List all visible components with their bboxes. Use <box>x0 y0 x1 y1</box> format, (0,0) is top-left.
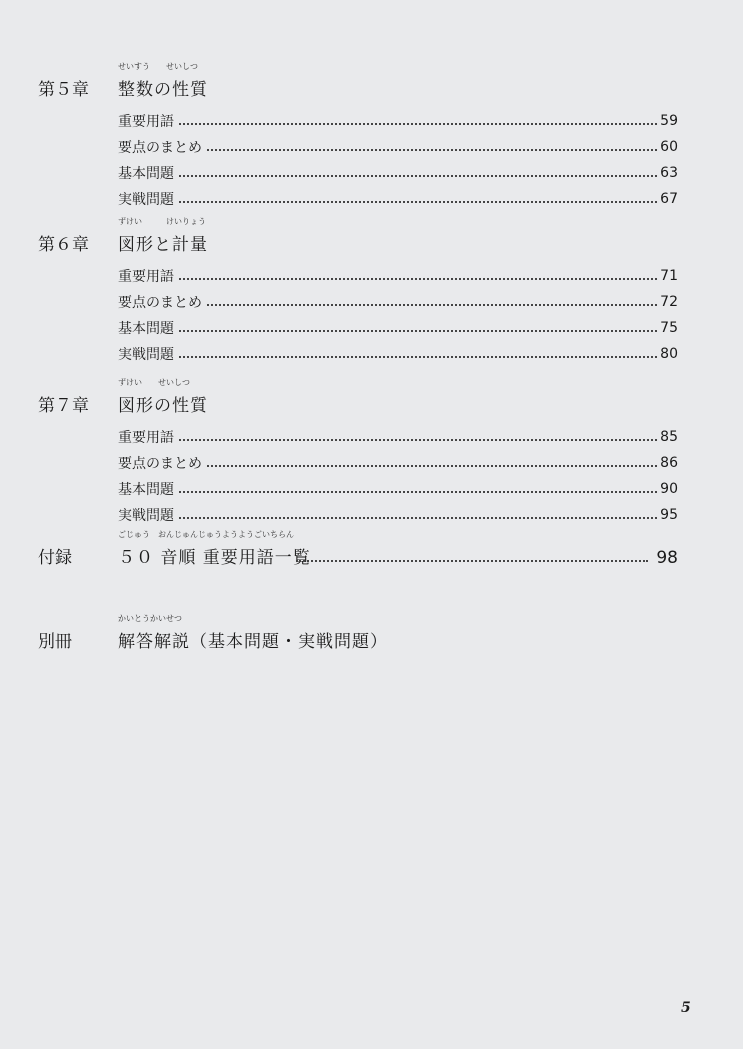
leader-dots <box>179 278 657 280</box>
toc-entry[interactable] <box>118 160 678 186</box>
chapter-entries <box>38 424 678 528</box>
supplement-ruby: かいとうかいせつ <box>118 614 182 623</box>
supplement-label: 別冊 <box>38 632 72 652</box>
leader-dots <box>179 175 657 177</box>
entry-page: 67 <box>660 191 678 207</box>
entry-label: 基本問題 <box>118 482 174 498</box>
page-number: 5 <box>681 1000 691 1016</box>
entry-page: 90 <box>660 481 678 497</box>
toc-entry[interactable] <box>118 341 678 367</box>
chapter-heading <box>38 378 678 418</box>
toc-entry[interactable] <box>118 315 678 341</box>
chapter-heading <box>38 217 678 257</box>
entry-label: 基本問題 <box>118 166 174 182</box>
chapter-6 <box>38 217 678 367</box>
toc-entry[interactable] <box>118 424 678 450</box>
leader-dots <box>179 330 657 332</box>
leader-dots <box>179 439 657 441</box>
entry-page: 71 <box>660 268 678 284</box>
toc-entry[interactable] <box>118 289 678 315</box>
appendix-label: 付録 <box>38 548 72 568</box>
entry-label: 要点のまとめ <box>118 295 202 311</box>
chapter-title: 図形と計量 <box>118 235 208 255</box>
leader-dots <box>179 491 657 493</box>
supplement-entry[interactable] <box>38 614 678 654</box>
toc-entry[interactable] <box>118 186 678 212</box>
toc-entry[interactable] <box>118 108 678 134</box>
leader-dots <box>207 304 657 306</box>
entry-page: 59 <box>660 113 678 129</box>
entry-label: 要点のまとめ <box>118 456 202 472</box>
chapter-number: 第５章 <box>38 80 89 100</box>
chapter-number: 第６章 <box>38 235 89 255</box>
entry-label: 重要用語 <box>118 430 174 446</box>
chapter-5 <box>38 62 678 212</box>
entry-page: 72 <box>660 294 678 310</box>
chapter-ruby: ずけい せいしつ <box>118 378 190 387</box>
chapter-ruby: ずけい けいりょう <box>118 217 206 226</box>
entry-label: 重要用語 <box>118 114 174 130</box>
entry-label: 実戦問題 <box>118 192 174 208</box>
leader-dots <box>207 465 657 467</box>
entry-page: 80 <box>660 346 678 362</box>
chapter-entries <box>38 263 678 367</box>
toc-entry[interactable] <box>118 263 678 289</box>
appendix-ruby: ごじゅう おんじゅんじゅうようようごいちらん <box>118 530 294 539</box>
entry-page: 75 <box>660 320 678 336</box>
appendix-entry[interactable] <box>38 530 678 570</box>
leader-dots <box>179 201 657 203</box>
chapter-title: 図形の性質 <box>118 396 208 416</box>
chapter-entries <box>38 108 678 212</box>
entry-label: 実戦問題 <box>118 347 174 363</box>
appendix-page: 98 <box>656 548 678 568</box>
entry-label: 実戦問題 <box>118 508 174 524</box>
leader-dots <box>179 356 657 358</box>
chapter-ruby: せいすう せいしつ <box>118 62 198 71</box>
entry-page: 85 <box>660 429 678 445</box>
supplement-title: 解答解説（基本問題・実戦問題） <box>118 632 388 652</box>
leader-dots <box>179 517 657 519</box>
entry-page: 86 <box>660 455 678 471</box>
chapter-heading <box>38 62 678 102</box>
chapter-7 <box>38 378 678 528</box>
appendix-title: ５０ 音順 重要用語一覧 <box>118 548 311 568</box>
leader-dots <box>207 149 657 151</box>
leader-dots <box>179 123 657 125</box>
entry-page: 60 <box>660 139 678 155</box>
toc-entry[interactable] <box>118 134 678 160</box>
toc-entry[interactable] <box>118 476 678 502</box>
toc-entry[interactable] <box>118 450 678 476</box>
entry-page: 63 <box>660 165 678 181</box>
toc-entry[interactable] <box>118 502 678 528</box>
entry-label: 要点のまとめ <box>118 140 202 156</box>
entry-page: 95 <box>660 507 678 523</box>
chapter-title: 整数の性質 <box>118 80 208 100</box>
entry-label: 基本問題 <box>118 321 174 337</box>
chapter-number: 第７章 <box>38 396 89 416</box>
leader-dots <box>296 560 648 562</box>
entry-label: 重要用語 <box>118 269 174 285</box>
